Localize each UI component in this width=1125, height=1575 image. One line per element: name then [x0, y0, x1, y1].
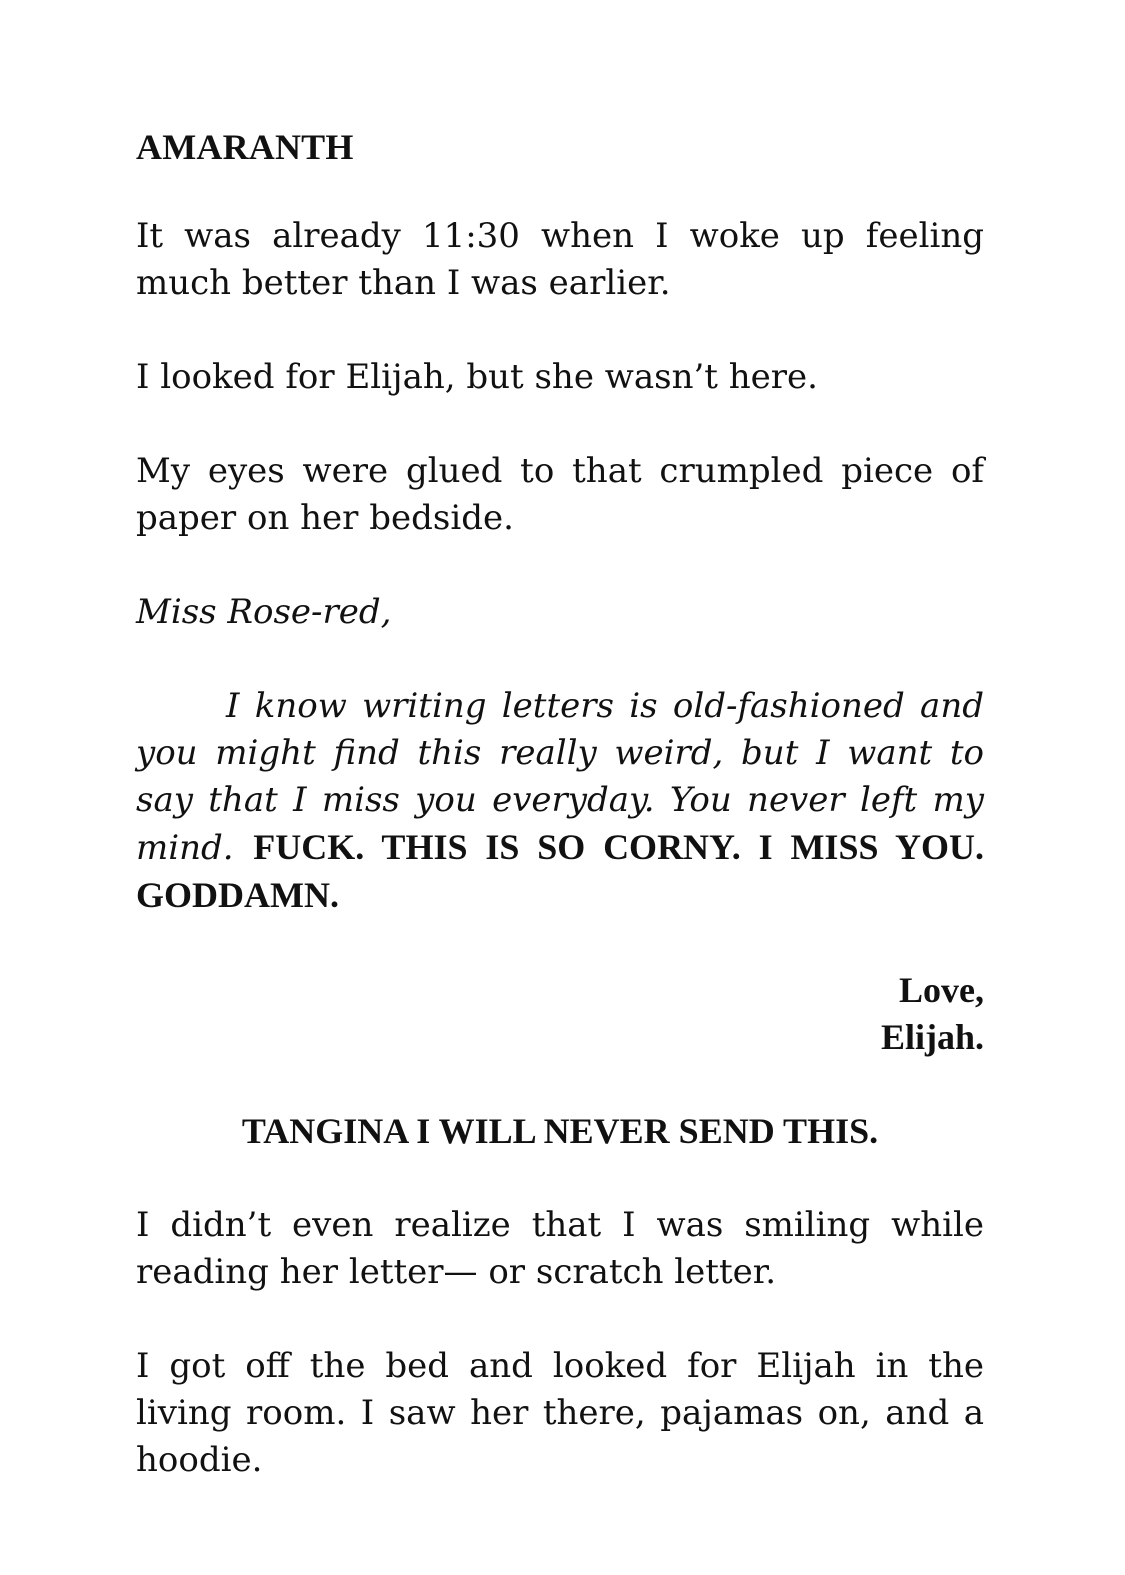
- paragraph-crumpled-paper: My eyes were glued to that crumpled piece of paper on her bedside.: [136, 451, 984, 538]
- letter-body-italic: I know writing letters is old-fashioned and you might find this really weird, but I want to say that I miss you everyday. You never left my mind.: [136, 686, 984, 868]
- paragraph-living-room: I got off the bed and looked for Elijah in the living room. I saw her there, pajamas on, and a hoodie.: [136, 1346, 984, 1480]
- paragraph-smiling: I didn’t even realize that I was smiling while reading her letter— or scratch letter.: [136, 1205, 984, 1292]
- book-page: [136, 124, 984, 1484]
- paragraph-looked-for-elijah: I looked for Elijah, but she wasn’t here.: [136, 357, 818, 397]
- paragraph-wake-up: It was already 11:30 when I woke up feeling much better than I was earlier.: [136, 216, 984, 303]
- letter-salutation: Miss Rose-red,: [136, 592, 392, 632]
- chapter-title: AMARANTH: [136, 127, 354, 167]
- letter-body-bold: FUCK. THIS IS SO CORNY. I MISS YOU. GODDAMN.: [136, 827, 984, 915]
- letter-closing: Love,: [899, 970, 984, 1010]
- letter-signature: Elijah.: [880, 1017, 984, 1057]
- letter-body: [136, 683, 984, 920]
- letter-scrawl: TANGINA I WILL NEVER SEND THIS.: [241, 1111, 879, 1151]
